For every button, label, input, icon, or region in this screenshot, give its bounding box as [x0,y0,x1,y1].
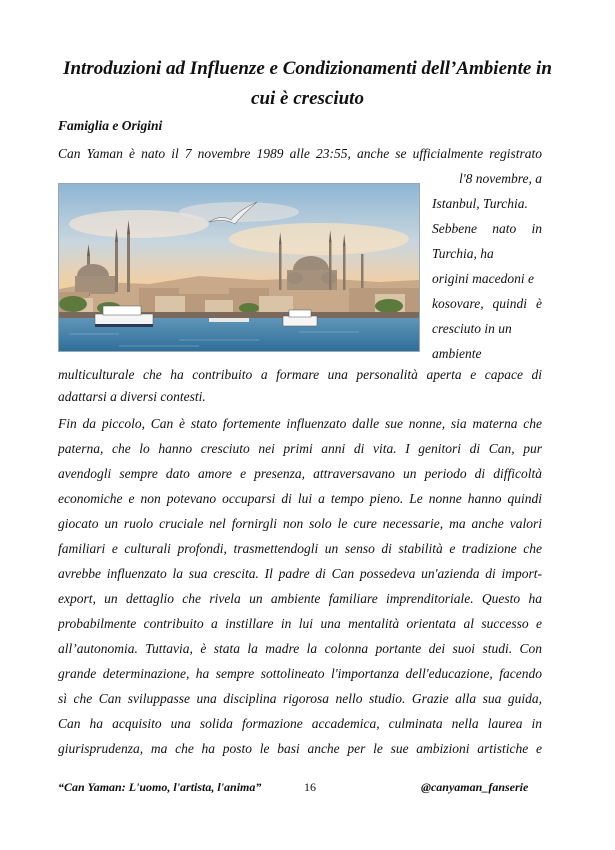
body-line: paterna, che lo hanno cresciuto nei primi anni di vita. I genitori di Can, pur [58,441,542,456]
istanbul-skyline-photo [58,183,420,352]
page-number: 16 [304,780,316,794]
body-line: familiari e culturali profondi, trasmettendogli un senso di stabilità e tradizione che [58,541,542,556]
side-text-line: origini macedoni e [432,271,534,286]
body-line: economiche e non potevano occuparsi di lui a tempo pieno. Le nonne hanno quindi [58,491,542,506]
body-line: export, un dettaglio che rivela un ambiente familiare imprenditoriale. Questo ha [58,591,542,606]
side-text-line: cresciuto in un [432,321,512,336]
body-line: sì che Can sviluppasse una disciplina rigorosa nello studio. Grazie alla sua guida, [58,691,542,706]
body-line: giocato un ruolo cruciale nel fornirgli non solo le cure necessarie, ma anche valori [58,516,542,531]
section-heading: Famiglia e Origini [58,118,163,133]
footer-book-title: “Can Yaman: L'uomo, l'artista, l'anima” [58,780,262,794]
body-line: grande determinazione, ha sempre sottolineato l'importanza dell'educazione, facendo [58,666,542,681]
footer-handle: @canyaman_fanserie [421,780,529,794]
page-title: Introduzioni ad Influenze e Condizionamenti dell’Ambiente in cui è cresciuto [63,58,552,109]
body-line: probabilmente contribuito a instillare in lui una mentalità orientata al successo e [58,616,542,631]
body-line: all’autonomia. Tuttavia, è stata la madre la colonna portante dei suoi studi. Con [58,641,542,656]
side-text-line: kosovare, quindi è [432,296,542,311]
body-line: giurisprudenza, ma che ha posto le basi anche per le sue ambizioni artistiche e [58,741,542,756]
side-text-line: Sebbene nato in [432,221,542,236]
body-line: avrebbe influenzato la sua crescita. Il padre di Can possedeva un'azienda di import- [58,566,542,581]
body-line: avendogli sempre dato amore e presenza, attraversavano un periodo di difficoltà [58,466,542,481]
side-text-line: ambiente [432,346,482,361]
body-line: Can ha acquisito una solida formazione accademica, culminata nella laurea in [58,716,542,731]
side-text-line: l'8 novembre, a [459,171,542,186]
body-line: Can Yaman è nato il 7 novembre 1989 alle 23:55, anche se ufficialmente registrato [58,146,542,161]
side-text-line: Turchia, ha [432,246,494,261]
body-line: adattarsi a diversi contesti. [58,389,206,404]
body-line: Fin da piccolo, Can è stato fortemente influenzato dalle sue nonne, sia materna che [58,416,542,431]
body-line: multiculturale che ha contribuito a formare una personalità aperta e capace di [58,367,542,382]
side-text-line: Istanbul, Turchia. [432,196,528,211]
